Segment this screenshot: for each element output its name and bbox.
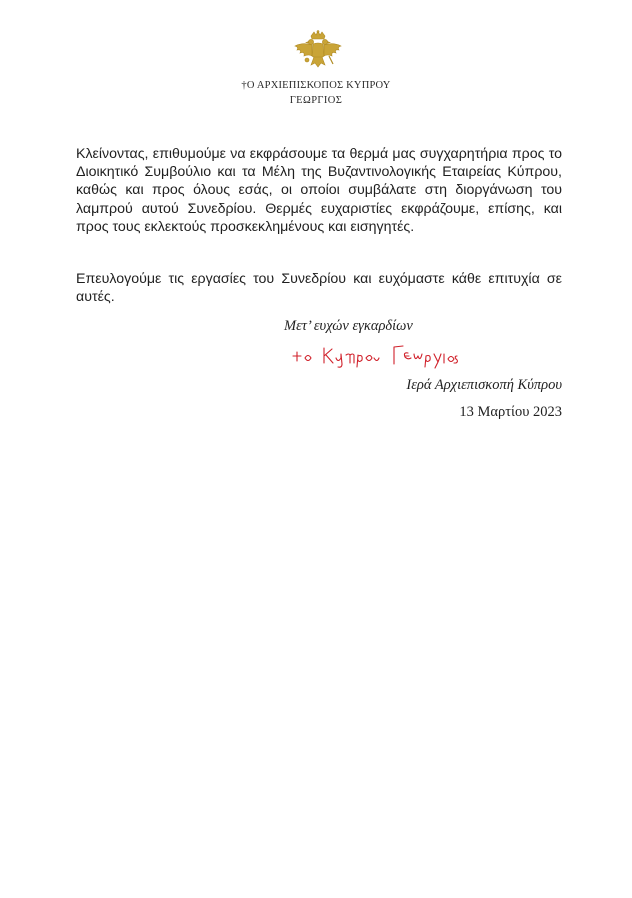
document-date: 13 Μαρτίου 2023	[459, 404, 562, 420]
header-title: †Ο ΑΡΧΙΕΠΙΣΚΟΠΟΣ ΚΥΠΡΟΥ	[241, 80, 391, 91]
issuer-name: Ιερά Αρχιεπισκοπή Κύπρου	[406, 377, 562, 393]
body-paragraph-1: Κλείνοντας, επιθυμούμε να εκφράσουμε τα θερμά μας συγχαρητήρια προς το Διοικητικό Συμβούλιο και τα Μέλη της Βυζαντινολογικής Εταιρείας Κύπρου, καθώς και προς όλους εσάς, οι οποίοι συμβάλατε στη διοργάνωση του λαμπρού αυτού Συνεδρίου. Θερμές ευχαριστίες εκφράζουμε, επίσης, και προς τους εκλεκτούς προσκεκλημένους και εισηγητές.	[76, 146, 562, 235]
closing-salutation: Μετ’ ευχών εγκαρδίων	[284, 318, 413, 334]
handwritten-signature	[290, 340, 462, 370]
double-headed-eagle-icon	[287, 30, 349, 80]
body-paragraph-2: Επευλογούμε τις εργασίες του Συνεδρίου και ευχόμαστε κάθε επιτυχία σε αυτές.	[76, 271, 562, 306]
header-name: ΓΕΩΡΓΙΟΣ	[289, 95, 343, 106]
